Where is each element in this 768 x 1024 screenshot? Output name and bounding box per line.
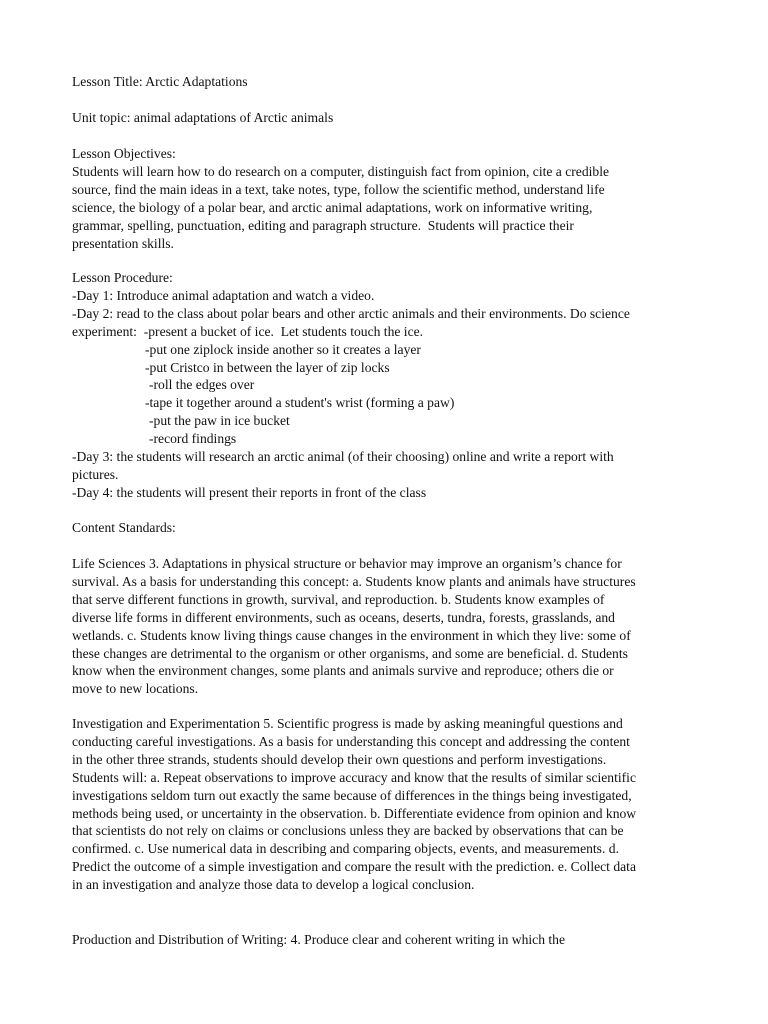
standard-line: survival. As a basis for understanding this concept: a. Students know plants and animals have structures [72, 573, 636, 589]
procedure-step: -put the paw in ice bucket [149, 413, 290, 429]
content-standards-heading [72, 519, 702, 537]
standard-line: these changes are detrimental to the organism or other organisms, and some are beneficial. d. Students [72, 645, 628, 661]
life-sciences-standard [72, 555, 702, 698]
standard-line: Production and Distribution of Writing: 4. Produce clear and coherent writing in which the [72, 932, 565, 947]
standard-line: methods being used, or uncertainty in the observation. b. Differentiate evidence from opinion and know [72, 805, 637, 821]
procedure-day-3-cont: pictures. [72, 466, 119, 482]
procedure-day-2-experiment: experiment: -present a bucket of ice. Let students touch the ice. [72, 323, 424, 339]
procedure-day-3: -Day 3: the students will research an arctic animal (of their choosing) online and write a report with [72, 449, 614, 465]
lesson-title-text: Lesson Title: Arctic Adaptations [72, 74, 248, 89]
lesson-procedure-section [72, 269, 702, 502]
objectives-line: science, the biology of a polar bear, and arctic animal adaptations, work on informative writing, [72, 199, 593, 215]
procedure-day-1: -Day 1: Introduce animal adaptation and watch a video. [72, 287, 375, 303]
objectives-line: presentation skills. [72, 235, 174, 251]
procedure-step: -tape it together around a student's wrist (forming a paw) [145, 395, 455, 411]
objectives-line: grammar, spelling, punctuation, editing and paragraph structure. Students will practice their [72, 217, 574, 233]
content-standards-heading-text: Content Standards: [72, 520, 176, 535]
objectives-line: source, find the main ideas in a text, take notes, type, follow the scientific method, understand life [72, 181, 605, 197]
standard-line: in the other three strands, students should develop their own questions and perform investigations. [72, 751, 607, 767]
procedure-day-2: -Day 2: read to the class about polar bears and other arctic animals and their environments. Do science [72, 305, 630, 321]
lesson-objectives-section [72, 145, 702, 252]
standard-line: know when the environment changes, some plants and animals survive and reproduce; others die or [72, 663, 614, 679]
standard-line: confirmed. c. Use numerical data in describing and comparing objects, events, and measurements. d. [72, 841, 619, 857]
objectives-heading: Lesson Objectives: [72, 146, 176, 161]
standard-line: move to new locations. [72, 681, 199, 697]
procedure-heading: Lesson Procedure: [72, 270, 173, 285]
writing-standard [72, 931, 702, 949]
procedure-step: -put Cristco in between the layer of zip locks [145, 359, 390, 375]
standard-line: conducting careful investigations. As a basis for understanding this concept and addressing the content [72, 733, 630, 749]
standard-line: Students will: a. Repeat observations to improve accuracy and know that the results of similar scientific [72, 769, 636, 785]
procedure-step: -record findings [149, 431, 237, 447]
unit-topic [72, 109, 702, 127]
standard-line: diverse life forms in different environments, such as oceans, deserts, tundra, forests, grasslands, and [72, 609, 615, 625]
standard-line: Life Sciences 3. Adaptations in physical structure or behavior may improve an organism’s chance for [72, 556, 622, 571]
procedure-step: -roll the edges over [149, 377, 255, 393]
standard-line: that scientists do not rely on claims or conclusions unless they are backed by observations that can be [72, 823, 624, 839]
objectives-line: Students will learn how to do research on a computer, distinguish fact from opinion, cite a credible [72, 163, 610, 179]
lesson-title [72, 73, 702, 91]
standard-line: investigations seldom turn out exactly the same because of differences in the things being investigated, [72, 787, 632, 803]
standard-line: Predict the outcome of a simple investigation and compare the result with the prediction. e. Collect data [72, 859, 636, 875]
investigation-standard [72, 715, 702, 894]
standard-line: Investigation and Experimentation 5. Scientific progress is made by asking meaningful questions and [72, 716, 623, 731]
unit-topic-text: Unit topic: animal adaptations of Arctic animals [72, 110, 334, 125]
standard-line: that serve different functions in growth, survival, and reproduction. b. Students know examples of [72, 591, 605, 607]
standard-line: in an investigation and analyze those data to develop a logical conclusion. [72, 877, 475, 893]
procedure-day-4: -Day 4: the students will present their reports in front of the class [72, 484, 427, 500]
standard-line: wetlands. c. Students know living things cause changes in the environment in which they live: some of [72, 627, 631, 643]
procedure-step: -put one ziplock inside another so it creates a layer [145, 341, 421, 357]
